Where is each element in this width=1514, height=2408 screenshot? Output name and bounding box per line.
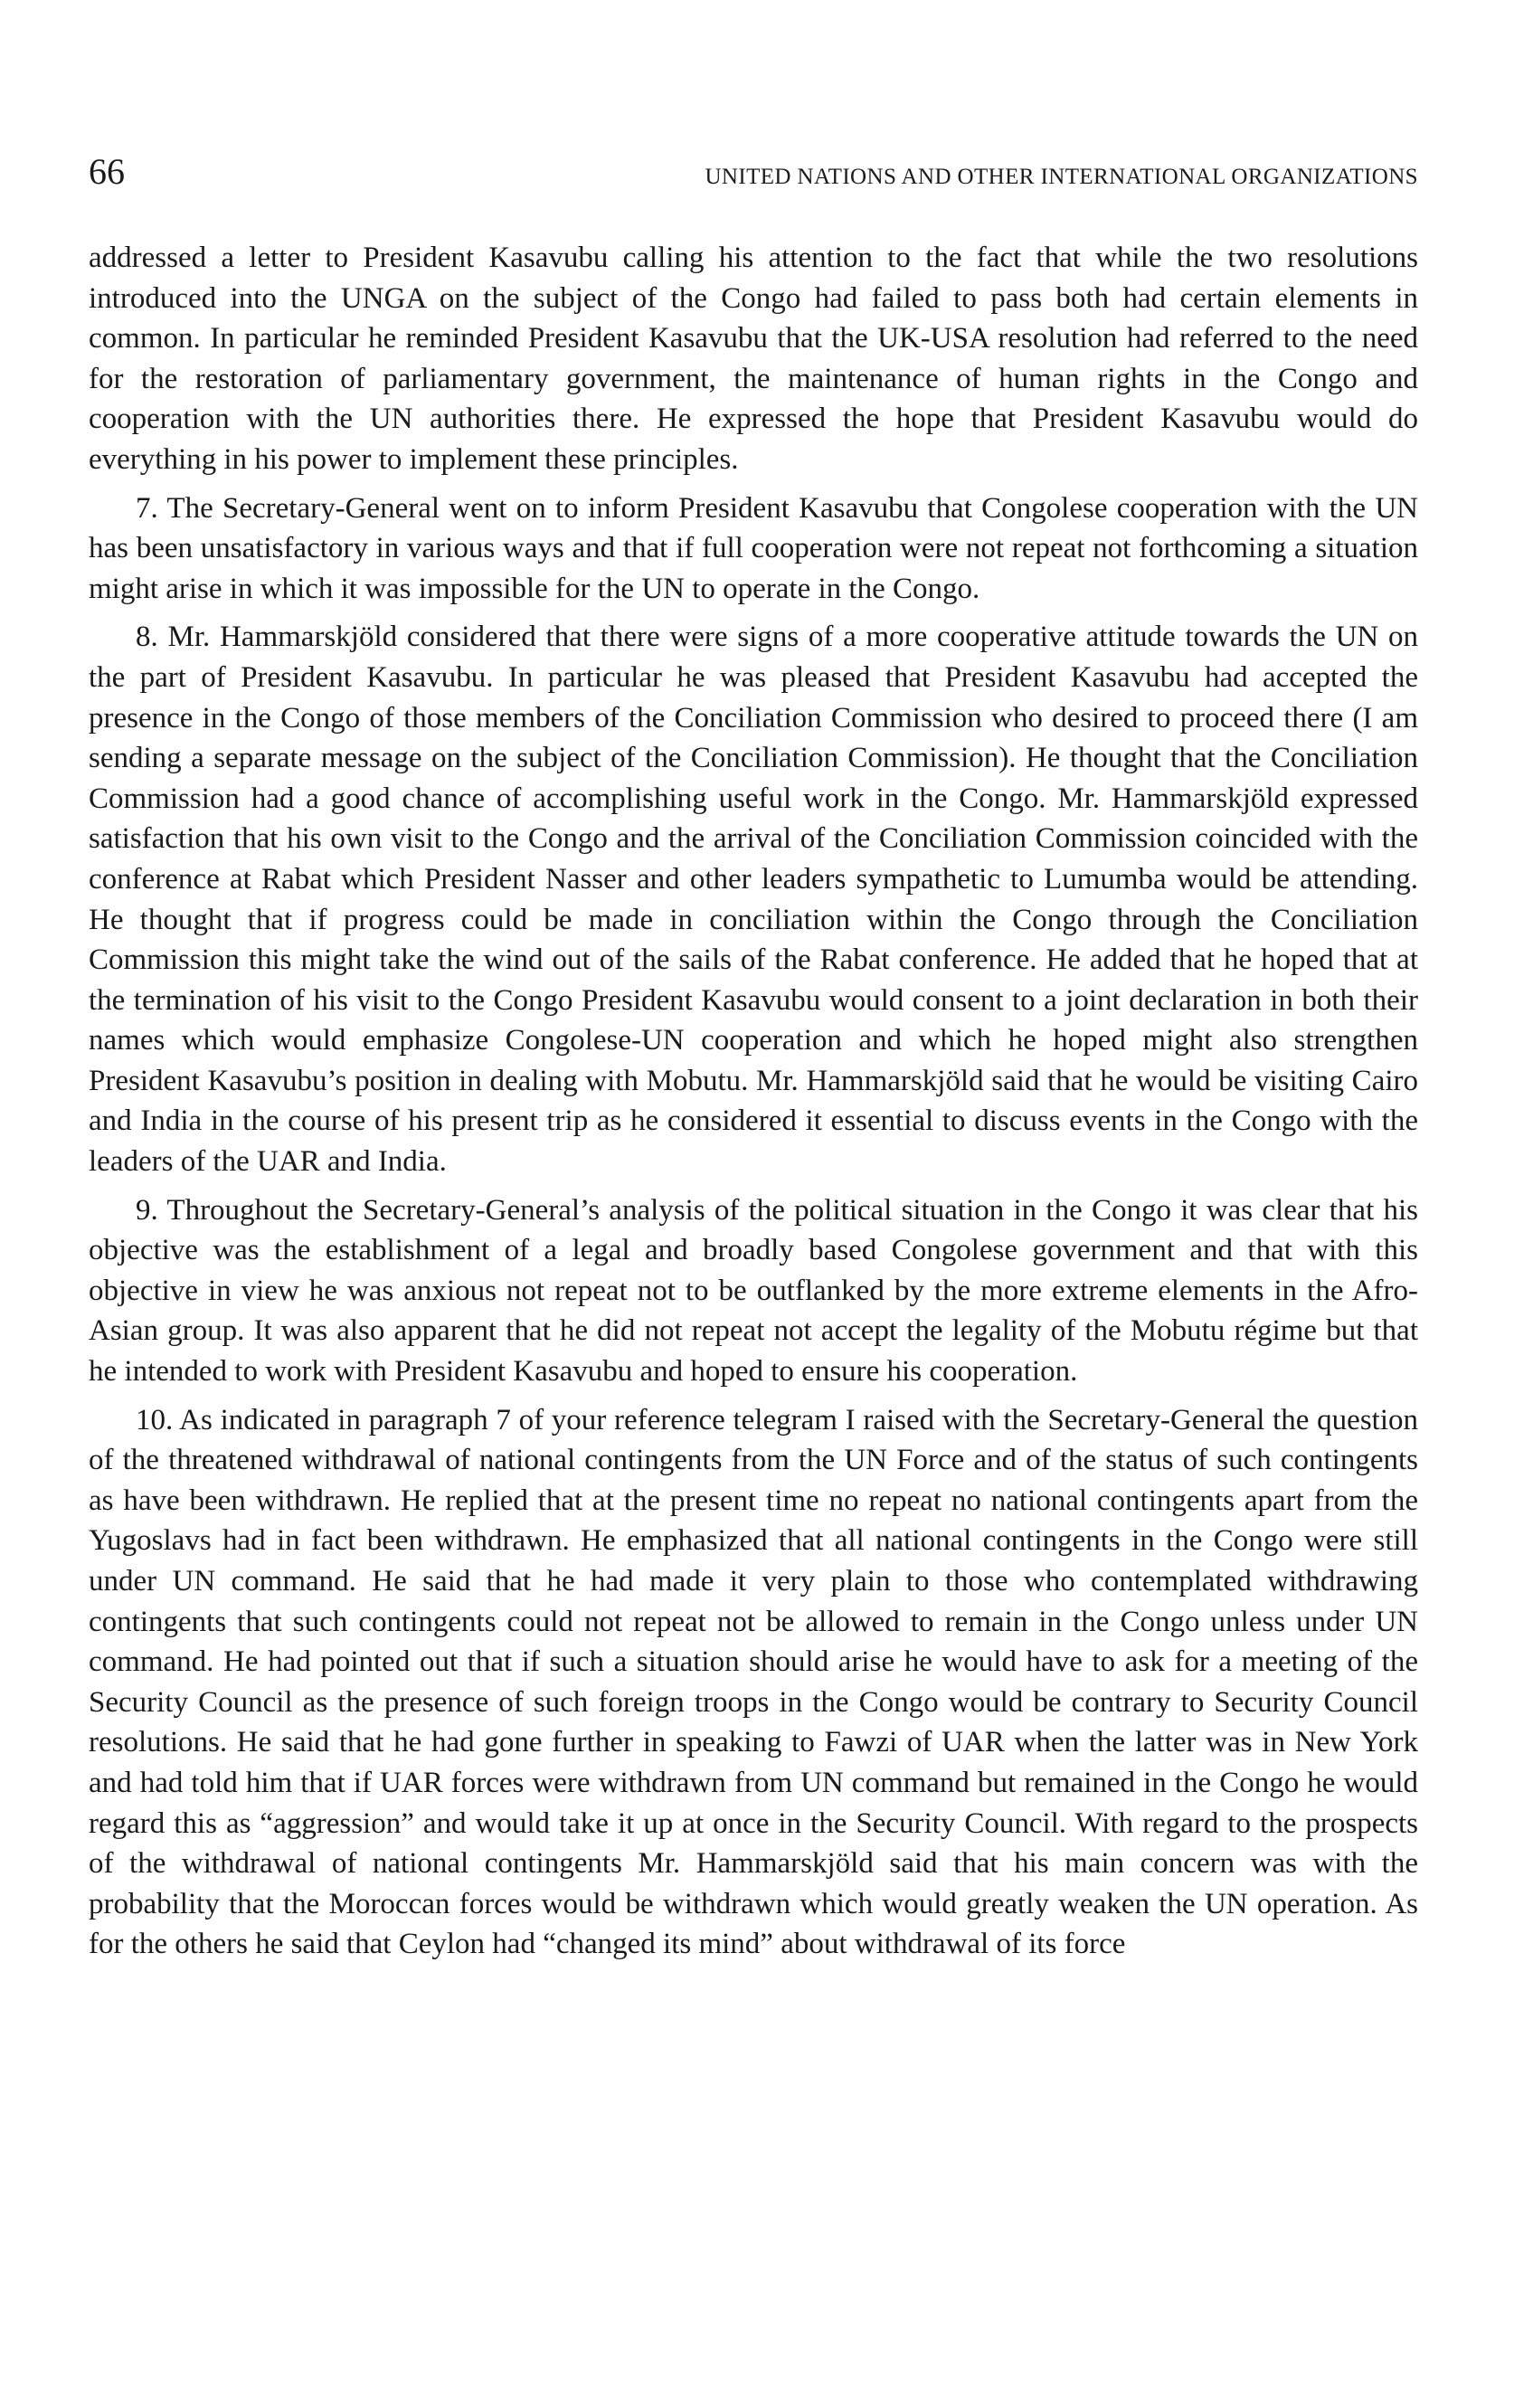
paragraph-8: 8. Mr. Hammarskjöld considered that there were signs of a more cooperative attitude towards the UN on the part of President Kasavubu. In particular he was pleased that President Kasavubu had accepted the presence in the Congo of those members of the Conciliation Commission who desired to proceed there (I am sending a separate message on the subject of the Conciliation Commission). He thought that the Conciliation Commission had a good chance of accomplishing useful work in the Congo. Mr. Hammarskjöld expressed satisfaction that his own visit to the Congo and the arrival of the Conciliation Commission coincided with the conference at Rabat which President Nasser and other leaders sympathetic to Lumumba would be attending. He thought that if progress could be made in conciliation within the Congo through the Conciliation Commission this might take the wind out of the sails of the Rabat conference. He added that he hoped that at the termination of his visit to the Congo President Kasavubu would consent to a joint declaration in both their names which would emphasize Congolese-UN cooperation and which he hoped might also strengthen President Kasavubu’s position in dealing with Mobutu. Mr. Hammarskjöld said that he would be visiting Cairo and India in the course of his present trip as he considered it essential to discuss events in the Congo with the leaders of the UAR and India. — [89, 621, 1418, 1179]
paragraph-continued: addressed a letter to President Kasavubu calling his attention to the fact that while the two resolutions introduced into the UNGA on the subject of the Congo had failed to pass both had certain elements in common. In particular he reminded President Kasavubu that the UK-USA resolution had referred to the need for the restoration of parliamentary government, the maintenance of human rights in the Congo and cooperation with the UN authorities there. He expressed the hope that President Kasavubu would do everything in his power to implement these principles. — [89, 242, 1418, 476]
paragraph-7: 7. The Secretary-General went on to inform President Kasavubu that Congolese cooperation with the UN has been unsatisfactory in various ways and that if full cooperation were not repeat not forthcoming a situation might arise in which it was impossible for the UN to operate in the Congo. — [89, 491, 1418, 605]
page-number: 66 — [89, 151, 125, 192]
paragraph-9: 9. Throughout the Secretary-General’s analysis of the political situation in the Congo it was clear that his objective was the establishment of a legal and broadly based Congolese government and that with this objective in view he was anxious not repeat not to be outflanked by the more extreme elements in the Afro-Asian group. It was also apparent that he did not repeat not accept the legality of the Mobutu régime but that he intended to work with President Kasavubu and hoped to ensure his cooperation. — [89, 1193, 1418, 1389]
running-header — [89, 145, 1418, 199]
paragraph-10: 10. As indicated in paragraph 7 of your reference telegram I raised with the Secretary-General the question of the threatened withdrawal of national contingents from the UN Force and of the status of such contingents as have been withdrawn. He replied that at the present time no repeat no national contingents apart from the Yugoslavs had in fact been withdrawn. He emphasized that all national contingents in the Congo were still under UN command. He said that he had made it very plain to those who contemplated withdrawing contingents that such contingents could not repeat not be allowed to remain in the Congo unless under UN command. He had pointed out that if such a situation should arise he would have to ask for a meeting of the Security Council as the presence of such foreign troops in the Congo would be contrary to Security Council resolutions. He said that he had gone further in speaking to Fawzi of UAR when the latter was in New York and had told him that if UAR forces were withdrawn from UN command but remained in the Congo he would regard this as “aggression” and would take it up at once in the Security Council. With regard to the prospects of the withdrawal of national contingents Mr. Hammarskjöld said that his main concern was with the probability that the Moroccan forces would be withdrawn which would greatly weaken the UN operation. As for the others he said that Ceylon had “changed its mind” about withdrawal of its force — [89, 1403, 1418, 1961]
body-text — [89, 238, 1418, 1973]
running-title: UNITED NATIONS AND OTHER INTERNATIONAL ORGANIZATIONS — [705, 165, 1418, 189]
